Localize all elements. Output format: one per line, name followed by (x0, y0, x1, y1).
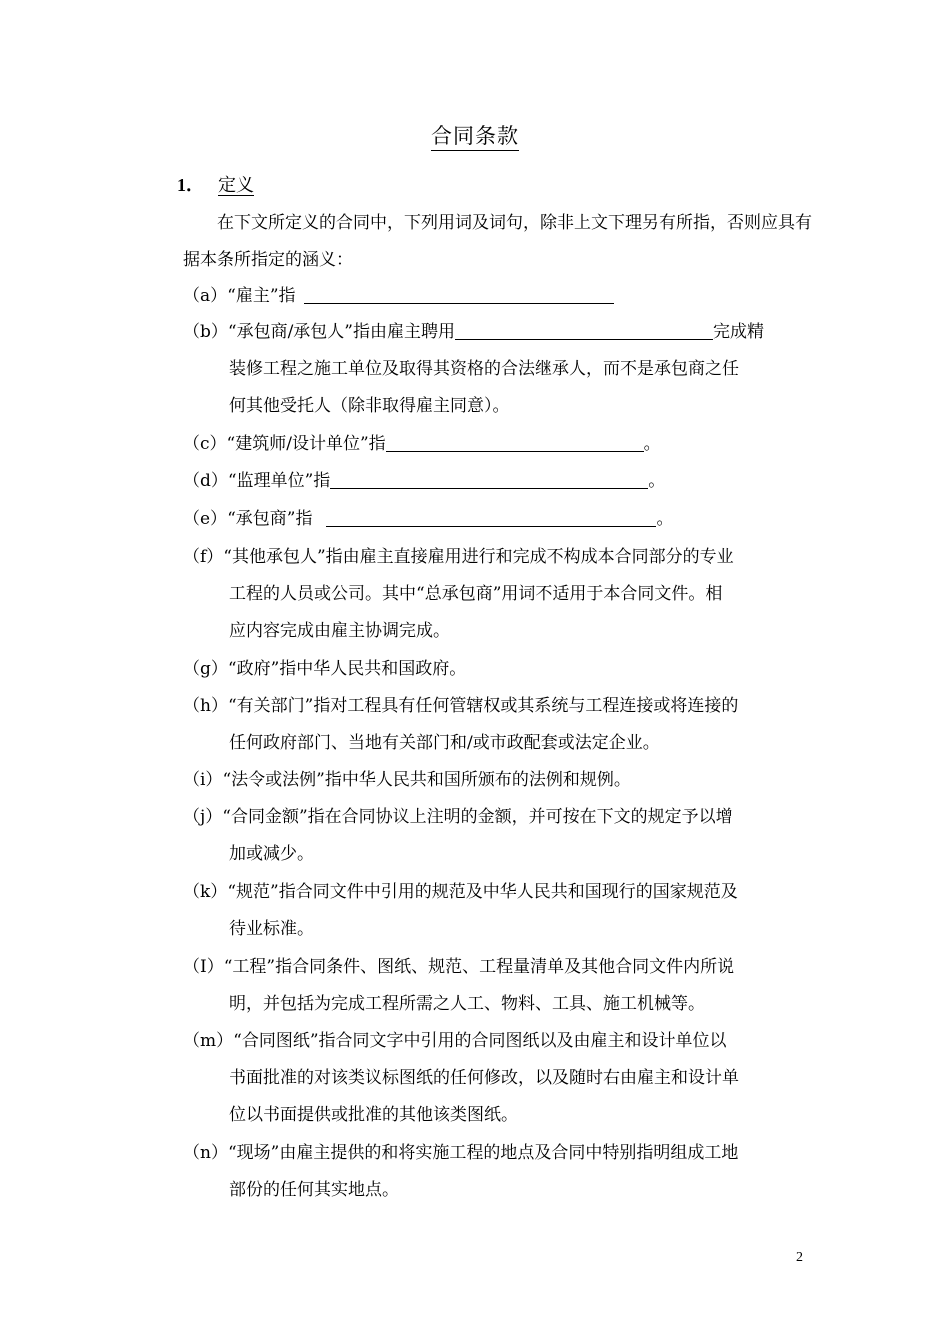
fill-in-blank[interactable] (330, 466, 648, 489)
definition-item-i (183, 762, 631, 799)
section-label: 定义 (218, 175, 254, 196)
definition-item-d (183, 463, 665, 500)
item-text: “承包商”指 (227, 509, 313, 529)
item-continuation: 书面批准的对该类议标图纸的任何修改，以及随时右由雇主和设计单 (229, 1068, 739, 1088)
item-marker: （a） (183, 286, 228, 306)
definition-item-f (183, 539, 734, 650)
intro-paragraph: 在下文所定义的合同中，下列用词及词句，除非上文下理另有所指，否则应具有据本条所指定的涵义： (183, 213, 812, 270)
item-marker: （n） (183, 1143, 228, 1163)
definition-item-b (183, 314, 764, 425)
definition-item-a (183, 278, 614, 315)
item-text: “监理单位”指 (227, 471, 331, 491)
item-text: “有关部门”指对工程具有任何管辖权或其系统与工程连接或将连接的 (227, 696, 739, 716)
page-title: 合同条款 (431, 124, 519, 151)
item-text: “工程”指合同条件、图纸、规范、工程量清单及其他合同文件内所说 (223, 957, 735, 977)
definition-item-k (183, 874, 738, 948)
item-text: “法令或法例”指中华人民共和国所颁布的法例和规例。 (222, 770, 631, 790)
item-marker: （d） (183, 471, 228, 491)
item-text: “雇主”指 (227, 286, 296, 306)
definition-item-m (183, 1023, 739, 1134)
item-continuation: 任何政府部门、当地有关部门和/或市政配套或法定企业。 (229, 733, 660, 753)
fill-in-blank[interactable] (455, 317, 713, 340)
item-text: “现场”由雇主提供的和将实施工程的地点及合同中特别指明组成工地 (227, 1143, 739, 1163)
item-text-tail: 。 (648, 471, 666, 491)
item-continuation: 装修工程之施工单位及取得其资格的合法继承人，而不是承包商之任 (229, 359, 739, 379)
item-continuation: 明，并包括为完成工程所需之人工、物料、工具、施工机械等。 (229, 994, 705, 1014)
item-marker: （h） (183, 696, 228, 716)
definition-item-g (183, 651, 466, 688)
item-continuation: 工程的人员或公司。其中“总承包商”用词不适用于本合同文件。相 (229, 584, 723, 604)
item-continuation: 应内容完成由雇主协调完成。 (229, 621, 450, 641)
definition-item-l (183, 949, 734, 1023)
item-text-tail: 完成精 (713, 322, 764, 342)
definition-item-n (183, 1135, 738, 1209)
item-text: “建筑师/设计单位”指 (226, 434, 386, 454)
definition-item-h (183, 688, 738, 762)
item-marker: （c） (183, 434, 227, 454)
definition-item-c (183, 426, 661, 463)
definition-item-e (183, 501, 673, 538)
fill-in-blank[interactable] (386, 429, 644, 452)
item-text: “合同图纸”指合同文字中引用的合同图纸以及由雇主和设计单位以 (233, 1031, 727, 1051)
item-marker: （i） (183, 770, 223, 790)
page-title-block (0, 120, 950, 150)
section-heading (177, 171, 254, 197)
item-text-tail: 。 (656, 509, 674, 529)
fill-in-blank[interactable] (304, 281, 614, 304)
item-continuation: 何其他受托人（除非取得雇主同意）。 (229, 396, 510, 416)
item-marker: （I） (183, 957, 224, 977)
item-text: “合同金额”指在合同协议上注明的金额，并可按在下文的规定予以增 (222, 807, 733, 827)
item-text: “政府”指中华人民共和国政府。 (227, 659, 467, 679)
section-number: 1． (177, 175, 204, 195)
item-marker: （f） (183, 547, 224, 567)
item-text: “规范”指合同文件中引用的规范及中华人民共和国现行的国家规范及 (227, 882, 738, 902)
item-text: “其他承包人”指由雇主直接雇用进行和完成不构成本合同部分的专业 (223, 547, 734, 567)
item-text-tail: 。 (643, 434, 661, 454)
fill-in-blank[interactable] (326, 504, 656, 527)
item-marker: （m） (183, 1031, 234, 1051)
item-marker: （g） (183, 659, 228, 679)
item-marker: （k） (183, 882, 228, 902)
item-marker: （e） (183, 509, 228, 529)
item-marker: （j） (183, 807, 223, 827)
definition-item-j (183, 799, 733, 873)
page-number: 2 (796, 1250, 803, 1265)
item-continuation: 部份的任何其实地点。 (229, 1180, 399, 1200)
item-text: “承包商/承包人”指由雇主聘用 (227, 322, 455, 342)
item-continuation: 加或减少。 (229, 844, 314, 864)
item-marker: （b） (183, 322, 228, 342)
item-continuation: 位以书面提供或批准的其他该类图纸。 (229, 1105, 518, 1125)
item-continuation: 待业标准。 (229, 919, 314, 939)
